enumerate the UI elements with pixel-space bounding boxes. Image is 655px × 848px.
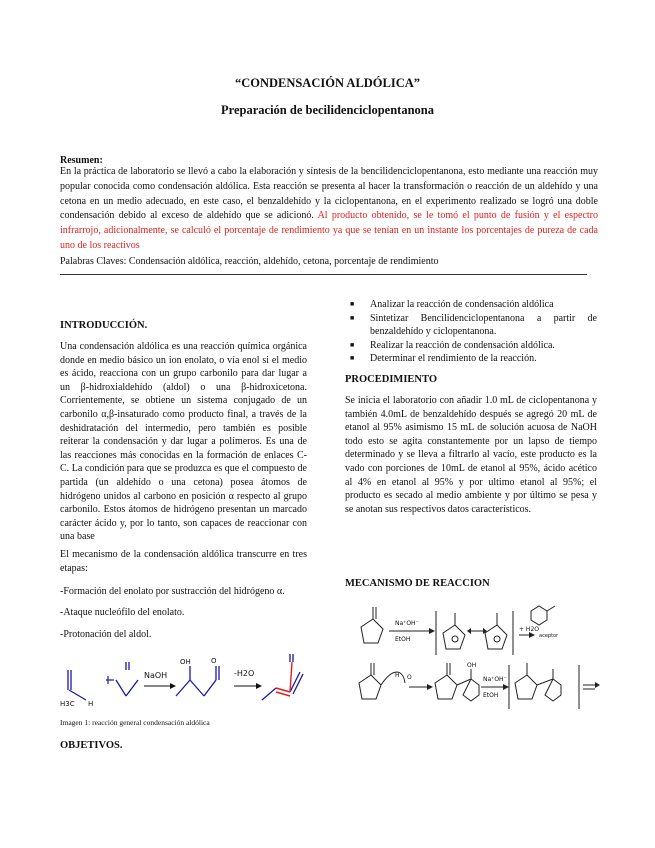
oh-label: OH <box>180 658 191 666</box>
procedure-heading: PROCEDIMIENTO <box>345 374 437 385</box>
mechanism-heading: MECANISMO DE REACCION <box>345 578 490 589</box>
mechanism-solvent-1: EtOH <box>395 636 411 643</box>
procedure-text: Se inicia el laboratorio con añadir 1.0 mL de ciclopentanona y también 4.0mL de benzaldehído después se agregó 20 mL de etanol al 95% asimismo 15 mL de solución acuosa de NaOH todo esto se agita constantemente por un lapso de tiempo determinado y se lleva a filtrarlo al vacío, este producto es la vado con porciones de 10mL de etanol al 95%, ácido acético al 4% en etanol al 95% y por ultimo etanol al 95%; el producto es secado al medio ambiente y por último se pesa y se anotan sus respectivos datos característicos. <box>345 395 597 515</box>
o-label: O <box>211 657 217 665</box>
objective-item: ■ Determinar el rendimiento de la reacción. <box>345 352 597 366</box>
mechanism-solvent-2: EtOH <box>483 692 499 699</box>
intro-step-3: -Protonación del aldol. <box>60 629 152 640</box>
mechanism-h-label: H <box>395 672 400 679</box>
intro-paragraph: Una condensación aldólica es una reacción química orgánica donde en medio básico un ion enolato, o vía enol si el medio es ácido, reacciona con un grupo carbonilo para dar lugar a un β-hidroxialdehído (aldol) o una β-hidroxicetona. Corrientemente, se obtiene un sistema conjugado de un carbonilo α,β-insaturado como producto final, a través de la deshidratación del intermedio, pero también es posible reiterar la condensación y dar lugar a polímeros. Es una de las reacciones más conocidas en la formación de enlaces C-C. La condición para que se produzca es que el compuesto de partida (un aldehído o una cetona) posea átomos de hidrógeno unidos al carbono en posición α respecto al grupo carbonilo. Estos átomos de hidrógeno presentan un marcado carácter ácido y, por lo tanto, son capaces de reaccionar con una base <box>60 341 307 543</box>
mechanism-oh-label: OH <box>467 662 477 669</box>
abstract-label: Resumen: <box>60 155 103 166</box>
intro-step-2: -Ataque nucleófilo del enolato. <box>60 607 185 618</box>
mechanism-o-label: O <box>407 674 412 681</box>
objective-item: ■ Analizar la reacción de condensación aldólica <box>345 298 597 312</box>
aldol-reaction-figure <box>58 650 306 714</box>
objectives-list <box>345 298 597 366</box>
intro-mechanism-paragraph: El mecanismo de la condensación aldólica transcurre en tres etapas: <box>60 549 307 574</box>
mechanism-water: + H2O <box>519 626 539 633</box>
paper-title: “CONDENSACIÓN ALDÓLICA” <box>234 76 421 90</box>
abstract-text-main: En la práctica de laboratorio se llevó a cabo la elaboración y síntesis de la bencilidenciclopentanona, esto mediante una reacción muy popular conocida como condensación aldólica. Esta reacción se presenta al hacer la transformación o reacción de un aldehído y una cetona en un medio adecuado, en este caso, el benzaldehído y la ciclopentanona, en el experimento realizado se logró una doble condensación debido al exceso de aldehído que se adicionó. <box>60 166 598 222</box>
h-label: H <box>88 700 94 708</box>
intro-heading: INTRODUCCIÓN. <box>60 320 148 331</box>
abstract-text <box>60 165 598 254</box>
figure-caption: Imagen 1: reacción general condensación aldólica <box>60 718 210 727</box>
objective-item: ■ Realizar la reacción de condensación aldólica. <box>345 339 597 353</box>
mechanism-base-2: Na⁺OH⁻ <box>483 676 507 683</box>
objective-item: ■ Sintetizar Bencilidenciclopentanona a partir de benzaldehído y ciclopentanona. <box>345 312 597 339</box>
separator-line <box>60 274 587 275</box>
abstract-text-highlight: Al producto obtenido, se le tomó el punto de fusión y el espectro infrarrojo, adicionalmente, se calculó el porcentaje de rendimiento ya que se tenían en un instante los porcentajes de pureza de cada uno de los reactivos <box>60 210 598 251</box>
paper-subtitle: Preparación de becilidenciclopentanona <box>221 103 434 117</box>
mechanism-figure <box>343 597 601 717</box>
mechanism-acceptor: aceptor <box>539 633 559 639</box>
water-loss-label: -H2O <box>234 669 255 678</box>
intro-step-1: -Formación del enolato por sustracción del hidrógeno α. <box>60 586 285 597</box>
h3c-label: H3C <box>60 700 75 708</box>
objectives-heading: OBJETIVOS. <box>60 740 123 751</box>
mechanism-base-1: Na⁺OH⁻ <box>395 620 419 627</box>
reagent-naoh: NaOH <box>144 671 168 680</box>
keywords: Palabras Claves: Condensación aldólica, reacción, aldehído, cetona, porcentaje de rendimiento <box>60 256 439 267</box>
